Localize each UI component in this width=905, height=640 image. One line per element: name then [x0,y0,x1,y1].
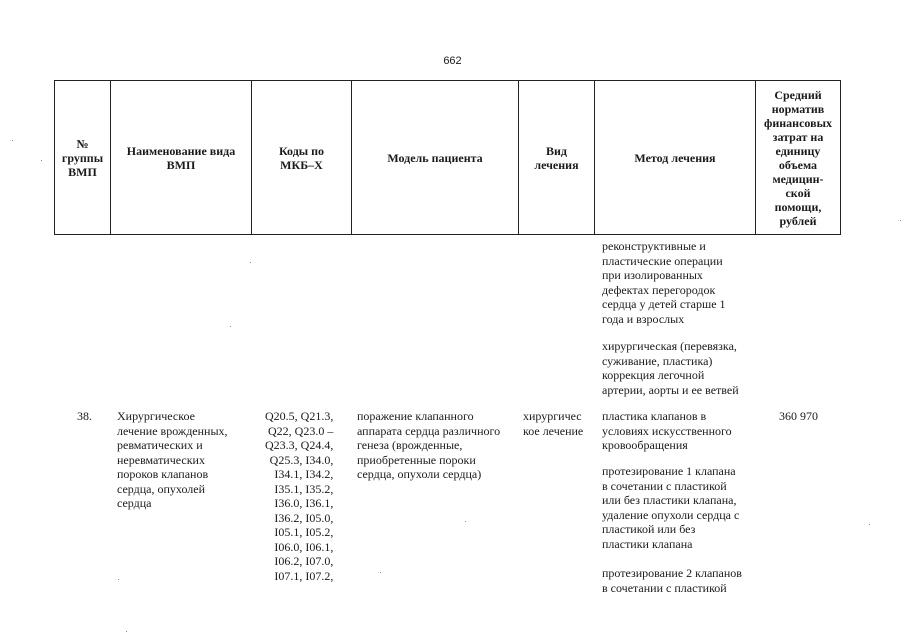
header-treatment-method [595,81,756,234]
scan-speck [380,572,381,573]
scan-speck [869,524,870,525]
scan-speck [41,160,42,161]
header-group-number-label: № группы ВМП [61,136,104,179]
header-treatment-method-label: Метод лечения [634,150,716,165]
header-average-cost-label: Средний норматив финансовых затрат на единицу объема медицин- ской помощи, рублей [764,87,832,228]
row-number: 38. [77,409,92,423]
row-vmp-name: Хирургическое лечение врожденных, ревматических и неревматических пороков клапанов сердца, опухолей сердца [117,409,228,510]
row-method-2: протезирование 1 клапана в сочетании с пластикой или без пластики клапана, удаление опухоли сердца с пластикой или без пластики клапана [602,464,740,551]
table-header [54,80,841,235]
continued-method-2: хирургическая (перевязка, суживание, пластика) коррекция легочной артерии, аорты и ее ветвей [602,339,739,397]
row-method-3: протезирование 2 клапанов в сочетании с пластикой [602,566,742,595]
header-average-cost [756,81,840,234]
row-treatment-type: хирургичес кое лечение [523,409,584,438]
scan-speck [126,631,127,632]
scan-speck [12,140,13,141]
header-group-number [55,81,111,234]
header-vmp-name [111,81,252,234]
header-treatment-type-label: Вид лечения [534,143,579,172]
scan-speck [465,521,466,522]
scan-speck [900,220,901,221]
row-method-1: пластика клапанов в условиях искусственного кровообращения [602,409,732,452]
scan-speck [250,262,251,263]
scan-speck [118,579,119,580]
page-number: 662 [443,55,462,67]
header-icd-codes [252,81,352,234]
header-icd-codes-label: Коды по МКБ–Х [278,143,325,172]
scan-speck [230,326,231,327]
row-icd-codes: Q20.5, Q21.3, Q22, Q23.0 – Q23.3, Q24.4, Q25.3, I34.0, I34.1, I34.2, I35.1, I35.2, I36.0, I36.1, I36.2, I05.0, I05.1, I05.2, I06.0, I06.1, I06.2, I07.0, I07.1, I07.2, [265,409,334,583]
row-patient-model: поражение клапанного аппарата сердца различного генеза (врожденные, приобретенные пороки сердца, опухоли сердца) [357,409,501,481]
continued-method-1: реконструктивные и пластические операции при изолированных дефектах перегородок сердца у детей старше 1 года и взрослых [602,239,726,326]
header-patient-model-label: Модель пациента [387,150,483,165]
header-vmp-name-label: Наименование вида ВМП [126,143,236,172]
header-patient-model [352,81,519,234]
row-average-cost: 360 970 [779,409,818,423]
header-treatment-type [519,81,595,234]
